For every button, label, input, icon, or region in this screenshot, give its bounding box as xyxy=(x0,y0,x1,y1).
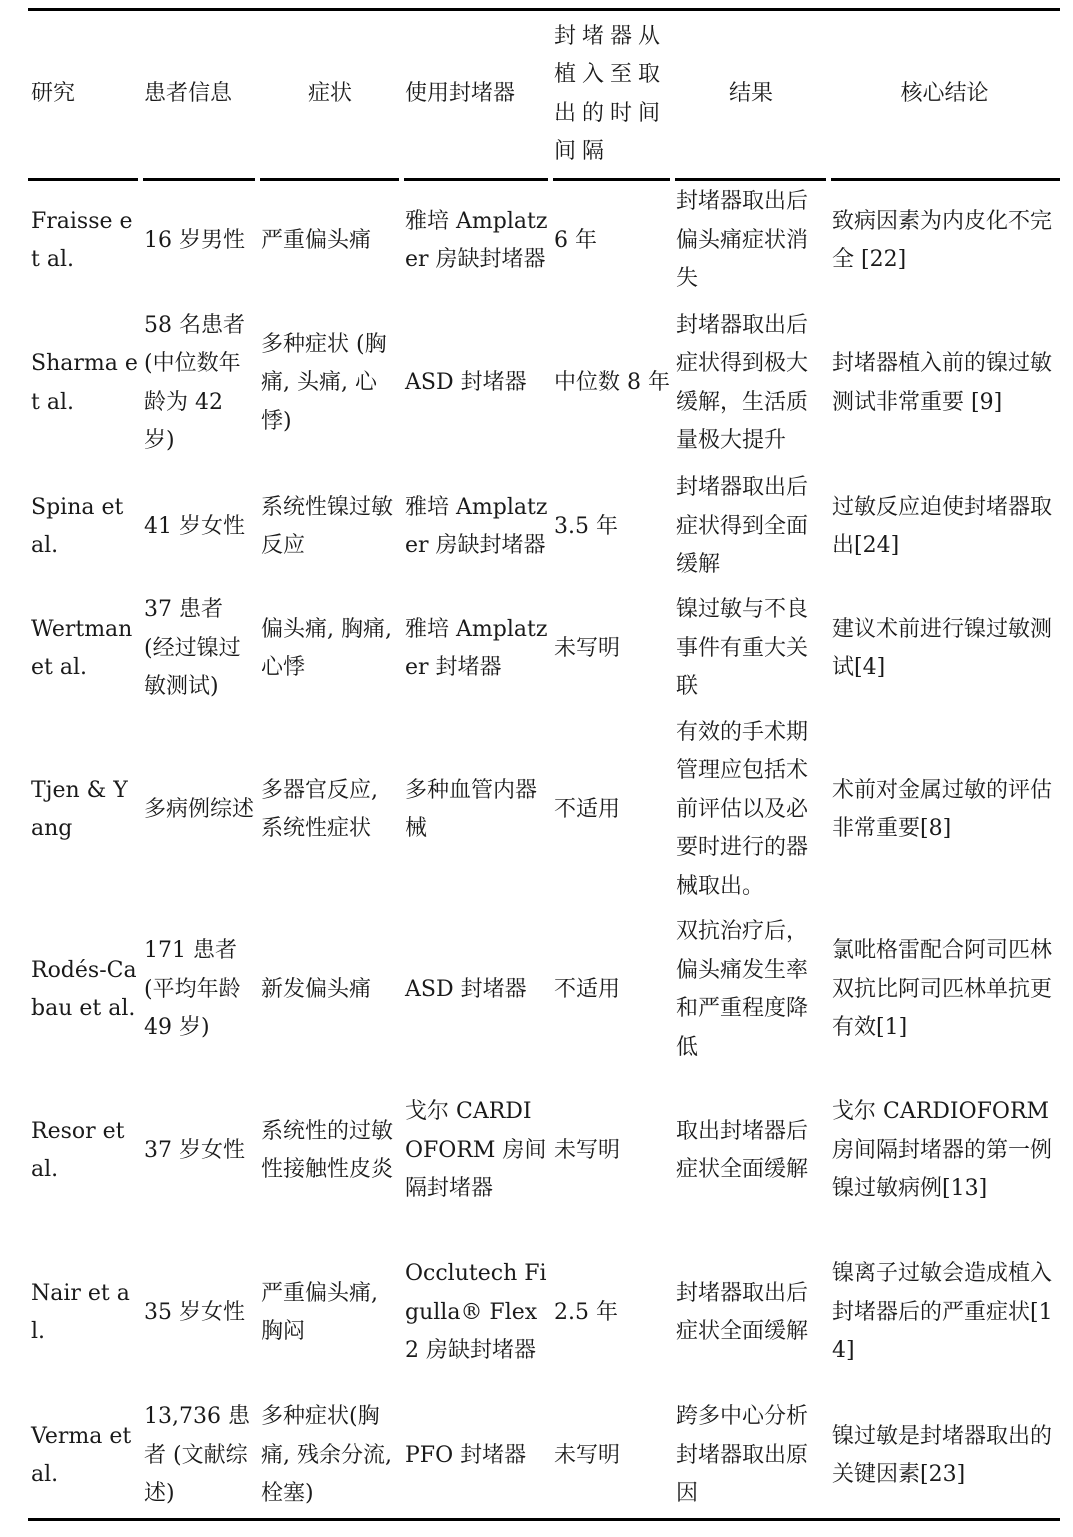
cell-result: 取出封堵器后症状全面缓解 xyxy=(676,1118,809,1182)
cell-device: 戈尔 CARDIOFORM 房间隔封堵器 xyxy=(405,1099,547,1202)
cell-symptom: 系统性镍过敏反应 xyxy=(261,494,394,558)
cell-patient: 16 岁男性 xyxy=(144,227,245,253)
cell-study: Rodés-Cabau et al. xyxy=(31,957,137,1021)
header-patient: 患者信息 xyxy=(144,81,233,107)
cell-patient: 58 名患者 (中位数年龄为 42 岁) xyxy=(144,312,245,453)
cell-result: 双抗治疗后，偏头痛发生率和严重程度降低 xyxy=(676,919,809,1060)
cell-patient: 13,736 患者 (文献综述) xyxy=(144,1404,250,1507)
cell-patient: 171 患者 (平均年龄 49 岁) xyxy=(144,938,241,1041)
cell-device: ASD 封堵器 xyxy=(405,976,527,1002)
header-interval: 封堵器从植入至取出的时间间隔 xyxy=(554,23,667,164)
cell-patient: 41 岁女性 xyxy=(144,513,245,539)
header-row xyxy=(28,11,1060,178)
table-bottom-rule xyxy=(28,1518,1060,1521)
table-row xyxy=(28,466,1060,588)
cell-result: 封堵器取出后症状得到全面缓解 xyxy=(676,475,809,578)
cell-study: Tjen & Yang xyxy=(31,777,128,841)
cell-patient: 37 患者 (经过镍过敏测试) xyxy=(144,597,241,700)
header-bottom-rule xyxy=(28,178,1060,181)
cell-symptom: 严重偏头痛 xyxy=(261,227,372,253)
cell-interval: 中位数 8 年 xyxy=(554,370,670,396)
cell-conclusion: 封堵器植入前的镍过敏测试非常重要 [9] xyxy=(832,351,1053,415)
cell-conclusion: 镍过敏是封堵器取出的关键因素[23] xyxy=(832,1423,1053,1487)
cell-result: 封堵器取出后症状全面缓解 xyxy=(676,1280,809,1344)
comparison-table-body xyxy=(28,181,1060,1518)
cell-symptom: 偏头痛, 胸痛, 心悸 xyxy=(261,616,392,680)
cell-interval: 未写明 xyxy=(554,635,621,661)
cell-patient: 35 岁女性 xyxy=(144,1299,245,1325)
cell-device: 雅培 Amplatzer 封堵器 xyxy=(405,616,548,680)
cell-result: 封堵器取出后偏头痛症状消失 xyxy=(676,189,809,292)
comparison-table xyxy=(28,11,1060,178)
cell-symptom: 新发偏头痛 xyxy=(261,976,372,1002)
cell-study: Resor et al. xyxy=(31,1118,125,1182)
header-symptom: 症状 xyxy=(307,81,352,107)
header-result: 结果 xyxy=(728,81,773,107)
cell-device: ASD 封堵器 xyxy=(405,370,527,396)
cell-conclusion: 术前对金属过敏的评估非常重要[8] xyxy=(832,777,1053,841)
cell-result: 镍过敏与不良事件有重大关联 xyxy=(676,597,809,700)
document-page xyxy=(28,8,1060,1521)
table-row xyxy=(28,181,1060,301)
cell-patient: 37 岁女性 xyxy=(144,1137,245,1163)
cell-study: Verma et al. xyxy=(31,1423,132,1487)
cell-device: 多种血管内器械 xyxy=(405,777,538,841)
cell-conclusion: 过敏反应迫使封堵器取出[24] xyxy=(832,494,1053,558)
cell-conclusion: 镍离子过敏会造成植入封堵器后的严重症状[14] xyxy=(832,1261,1053,1364)
cell-interval: 6 年 xyxy=(554,227,597,253)
table-row xyxy=(28,710,1060,910)
cell-interval: 未写明 xyxy=(554,1442,621,1468)
header-device: 使用封堵器 xyxy=(405,81,516,107)
cell-device: Occlutech Figulla® Flex 2 房缺封堵器 xyxy=(405,1261,547,1364)
cell-result: 封堵器取出后症状得到极大缓解，生活质量极大提升 xyxy=(676,312,809,453)
table-row xyxy=(28,1070,1060,1232)
cell-study: Nair et al. xyxy=(31,1280,130,1344)
cell-study: Fraisse et al. xyxy=(31,208,133,272)
cell-device: 雅培 Amplatzer 房缺封堵器 xyxy=(405,494,548,558)
cell-symptom: 多种症状(胸痛, 残余分流, 栓塞) xyxy=(261,1404,392,1507)
cell-interval: 不适用 xyxy=(554,796,621,822)
cell-result: 跨多中心分析封堵器取出原因 xyxy=(676,1404,809,1507)
table-row xyxy=(28,301,1060,466)
table-row xyxy=(28,910,1060,1070)
cell-device: PFO 封堵器 xyxy=(405,1442,527,1468)
cell-study: Sharma et al. xyxy=(31,351,138,415)
cell-symptom: 多种症状 (胸痛, 头痛, 心悸) xyxy=(261,331,387,434)
cell-conclusion: 建议术前进行镍过敏测试[4] xyxy=(832,616,1053,680)
cell-study: Spina et al. xyxy=(31,494,124,558)
cell-conclusion: 戈尔 CARDIOFORM 房间隔封堵器的第一例镍过敏病例[13] xyxy=(832,1099,1053,1202)
table-row xyxy=(28,1232,1060,1394)
cell-symptom: 严重偏头痛, 胸闷 xyxy=(261,1280,378,1344)
cell-interval: 未写明 xyxy=(554,1137,621,1163)
cell-device: 雅培 Amplatzer 房缺封堵器 xyxy=(405,208,548,272)
cell-symptom: 多器官反应, 系统性症状 xyxy=(261,777,378,841)
cell-conclusion: 致病因素为内皮化不完全 [22] xyxy=(832,208,1053,272)
table-row xyxy=(28,588,1060,710)
cell-conclusion: 氯吡格雷配合阿司匹林双抗比阿司匹林单抗更有效[1] xyxy=(832,938,1053,1041)
header-conclusion: 核心结论 xyxy=(900,81,989,107)
cell-interval: 不适用 xyxy=(554,976,621,1002)
cell-interval: 3.5 年 xyxy=(554,513,618,539)
header-study: 研究 xyxy=(31,81,76,107)
cell-symptom: 系统性的过敏性接触性皮炎 xyxy=(261,1118,394,1182)
table-row xyxy=(28,1394,1060,1518)
cell-result: 有效的手术期管理应包括术前评估以及必要时进行的器械取出。 xyxy=(676,719,809,899)
cell-patient: 多病例综述 xyxy=(144,796,255,822)
cell-interval: 2.5 年 xyxy=(554,1299,618,1325)
cell-study: Wertman et al. xyxy=(31,616,133,680)
